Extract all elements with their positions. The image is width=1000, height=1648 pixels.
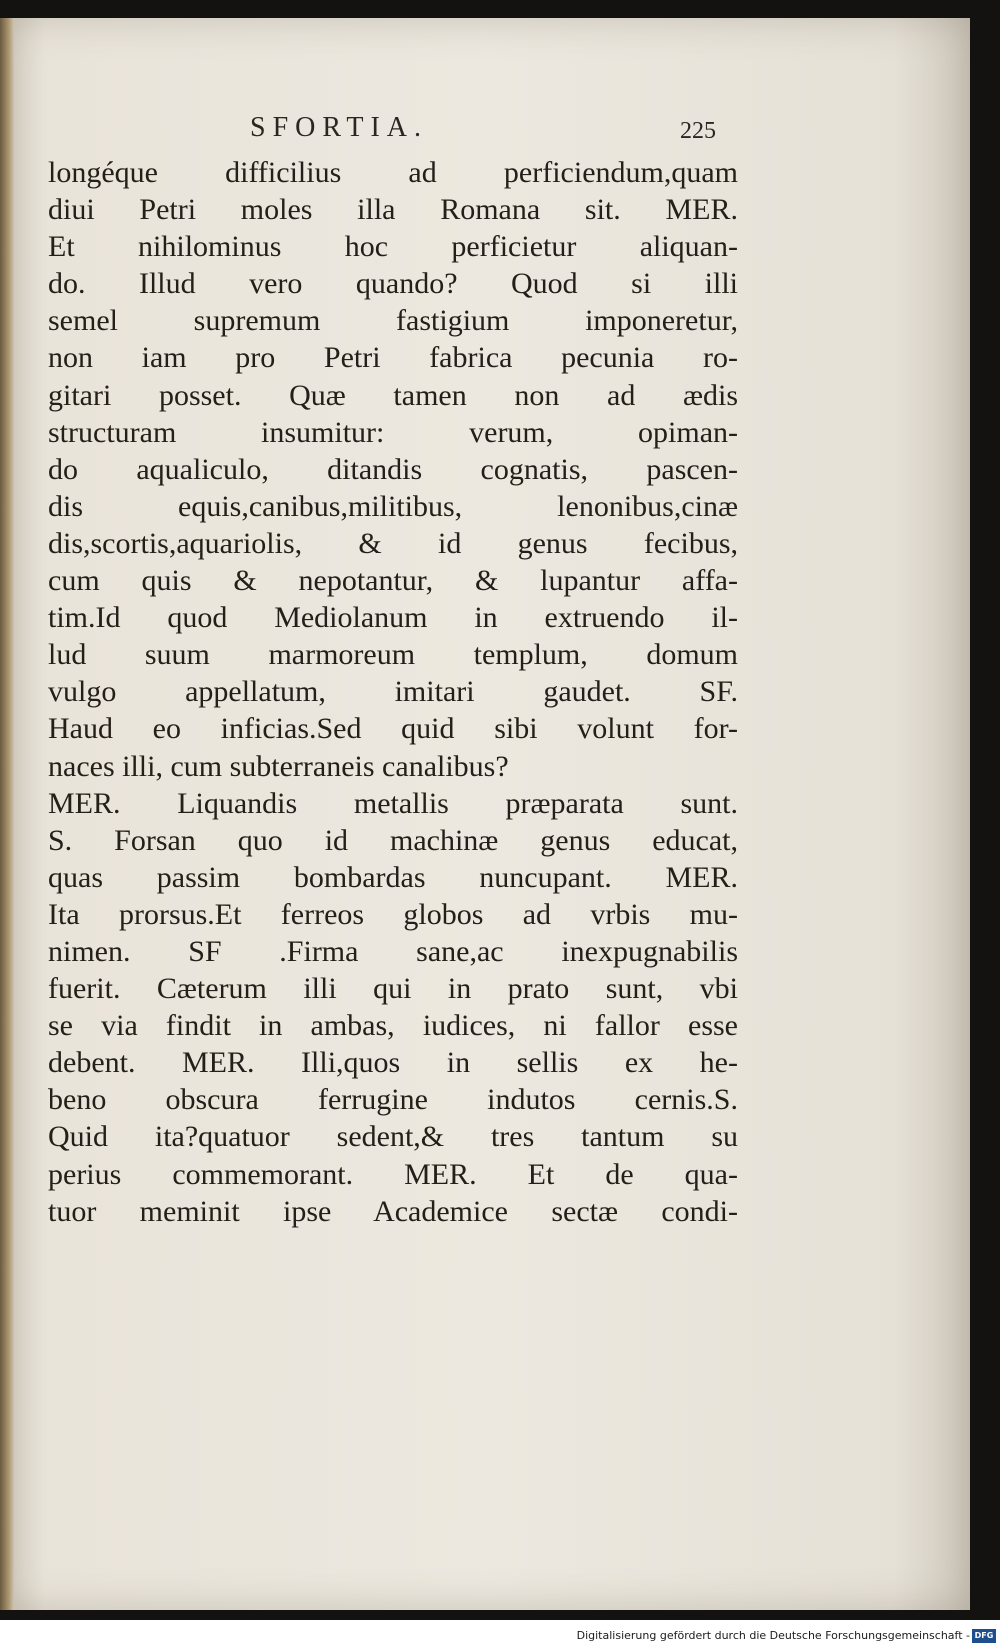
text-line: dis equis,canibus,militibus, lenonibus,cinæ: [48, 489, 738, 523]
text-line: Quid ita?quatuor sedent,& tres tantum su: [48, 1120, 738, 1154]
text-line: semel supremum fastigium imponeretur,: [48, 304, 738, 338]
text-line: longéque difficilius ad perficiendum,quam: [48, 156, 738, 189]
text-line: nimen. SF .Firma sane,ac inexpugnabilis: [48, 934, 738, 968]
text-line: perius commemorant. MER. Et de qua-: [48, 1157, 738, 1191]
text-line: cum quis & nepotantur, & lupantur affa-: [48, 564, 738, 598]
page-binding-edge: [0, 18, 14, 1610]
text-line: structuram insumitur: verum, opiman-: [48, 415, 738, 449]
text-line: beno obscura ferrugine indutos cernis.S.: [48, 1083, 738, 1117]
text-line: lud suum marmoreum templum, domum: [48, 638, 738, 672]
text-line: do aqualiculo, ditandis cognatis, pascen-: [48, 452, 738, 486]
footer-credit: Digitalisierung gefördert durch die Deutsche Forschungsgemeinschaft -: [576, 1629, 970, 1642]
text-line: vulgo appellatum, imitari gaudet. SF.: [48, 675, 738, 709]
text-line: fuerit. Cæterum illi qui in prato sunt, vbi: [48, 972, 738, 1006]
dfg-logo-icon: DFG: [972, 1629, 996, 1643]
running-head: SFORTIA.: [250, 112, 429, 143]
footer-bar: [0, 1620, 1000, 1648]
text-line: quas passim bombardas nuncupant. MER.: [48, 860, 738, 894]
text-line: Ita prorsus.Et ferreos globos ad vrbis mu-: [48, 897, 738, 931]
text-line: naces illi, cum subterraneis canalibus?: [48, 749, 509, 783]
text-line: non iam pro Petri fabrica pecunia ro-: [48, 341, 738, 375]
text-line: gitari posset. Quæ tamen non ad ædis: [48, 378, 738, 412]
text-line: Et nihilominus hoc perficietur aliquan-: [48, 230, 738, 264]
text-line: debent. MER. Illi,quos in sellis ex he-: [48, 1046, 738, 1080]
text-line: se via findit in ambas, iudices, ni fallor esse: [48, 1009, 738, 1043]
text-line: S. Forsan quo id machinæ genus educat,: [48, 823, 738, 857]
page-number: 225: [680, 118, 716, 144]
text-line: MER. Liquandis metallis præparata sunt.: [48, 786, 738, 820]
text-line: dis,scortis,aquariolis, & id genus fecibus,: [48, 526, 738, 560]
text-line: do. Illud vero quando? Quod si illi: [48, 267, 738, 301]
text-line: tuor meminit ipse Academice sectæ condi-: [48, 1194, 738, 1228]
text-line: tim.Id quod Mediolanum in extruendo il-: [48, 601, 738, 635]
text-line: Haud eo inficias.Sed quid sibi volunt for-: [48, 712, 738, 746]
text-line: diui Petri moles illa Romana sit. MER.: [48, 193, 738, 227]
body-text: [48, 154, 738, 1230]
